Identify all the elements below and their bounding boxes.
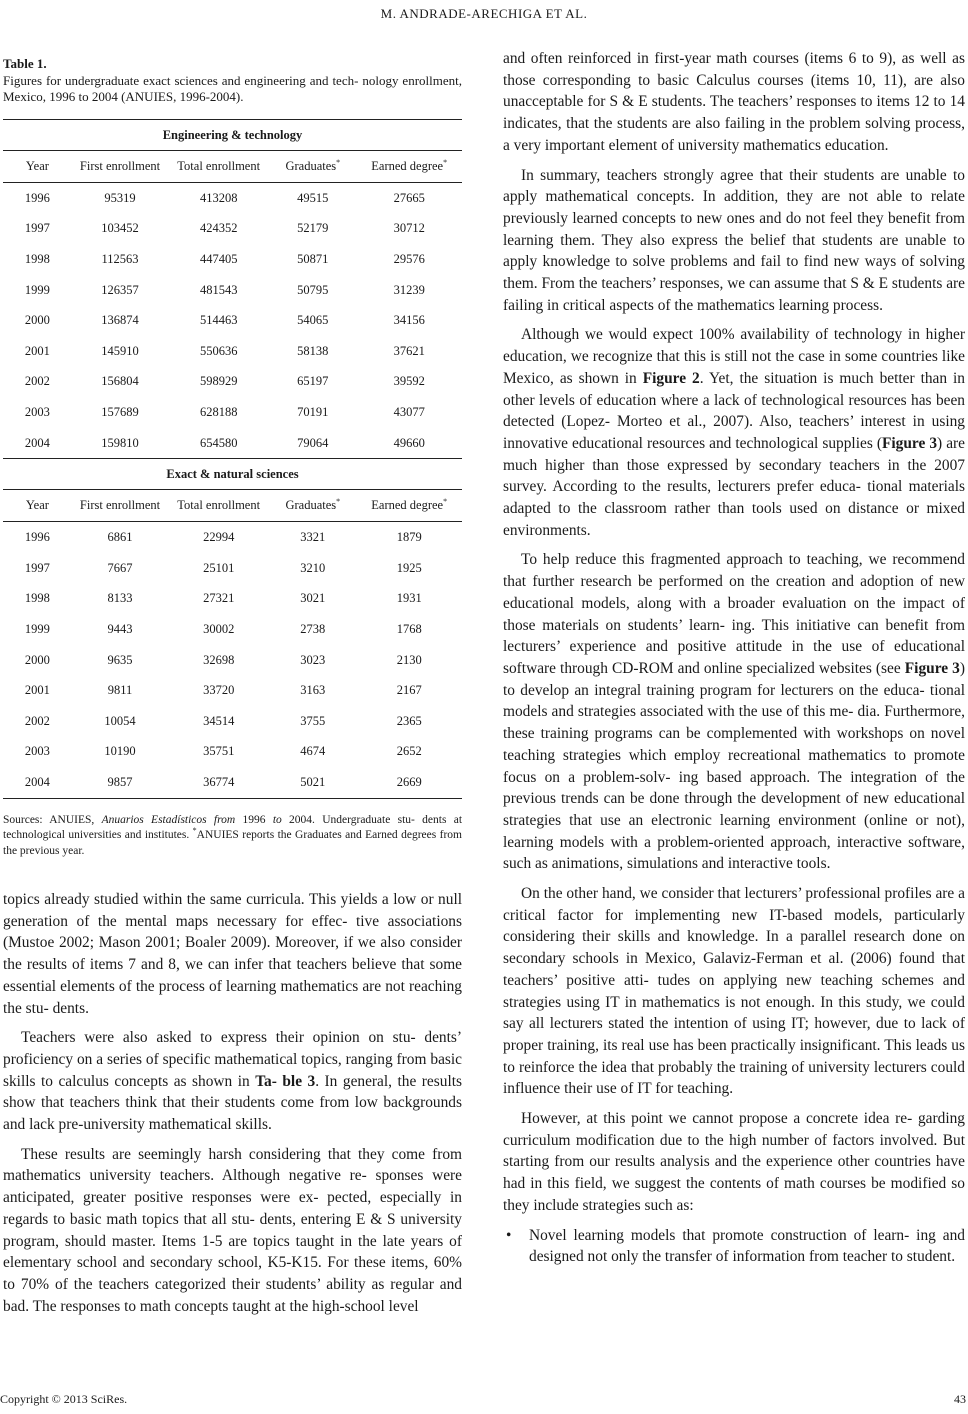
table-column-headers [3, 151, 462, 183]
column-header: Graduates* [269, 490, 356, 522]
table-cell: 54065 [297, 313, 329, 328]
table-cell: 27321 [203, 591, 235, 606]
paragraph: However, at this point we cannot propose a concrete idea re- garding curriculum modification due to the high number of factors involved. But starting from our results analysis and the experience other countries have had in this field, we suggest the contents of math courses be modified so they include strategies such as: [503, 1110, 965, 1214]
table-cell: 1997 [24, 221, 50, 236]
table-row [3, 183, 462, 214]
table-cell: 2002 [24, 374, 50, 389]
table-cell: 2001 [24, 683, 50, 698]
table-cell: 29576 [393, 251, 425, 266]
table-cell: 2003 [24, 404, 50, 419]
table-cell: 31239 [393, 282, 425, 297]
table-row [3, 767, 462, 798]
paragraph: and often reinforced in first-year math courses (items 6 to 9), as well as those corresponding to basic Calculus courses (items 10, 11), are also unacceptable for S & E students. The teachers’ responses to items 12 to 14 indicates, that the students are also failing in the problem solving process, a very important element of university mathematics education. [503, 50, 965, 154]
table-cell: 1999 [24, 621, 50, 636]
table-row [3, 675, 462, 706]
table-cell: 2167 [396, 683, 422, 698]
table-cell: 2738 [300, 621, 326, 636]
table-cell: 126357 [101, 282, 139, 297]
column-header: Graduates* [269, 151, 356, 183]
table-cell: 50871 [297, 251, 329, 266]
table-cell: 9857 [72, 767, 168, 798]
table-cell: 157689 [101, 404, 139, 419]
table-cell: 27665 [393, 190, 425, 205]
table-row [3, 367, 462, 398]
table-cell: 628188 [199, 404, 238, 419]
table-cell: 7667 [107, 560, 133, 575]
table-cell: 3021 [300, 591, 326, 606]
table-cell: 10054 [104, 713, 136, 728]
paragraph: In summary, teachers strongly agree that their students are unable to apply mathematical concepts. In addition, they are not able to relate previously learned concepts to new ones and do not feel they benefit from learning them. They also express the belief that students are unable to apply knowledge to solve problems and fail to find new ways of solving them. From the teachers’ responses, we can assume that S & E students are failing in critical aspects of the mathematics learning process. [503, 166, 965, 314]
table-section-header: Engineering & technology [3, 120, 462, 151]
table-cell: 34156 [393, 313, 425, 328]
column-header: Year [3, 151, 72, 183]
table-cell: 43077 [393, 404, 425, 419]
page-number: 43 [954, 1392, 966, 1406]
column-header: Earned degree* [356, 151, 462, 183]
figure-3-ref: Figure 3 [881, 434, 938, 452]
table-cell: 2003 [24, 744, 50, 759]
table-row [3, 584, 462, 615]
table-cell: 1996 [24, 190, 50, 205]
table-cell: 1768 [396, 621, 422, 636]
table-cell: 2002 [24, 713, 50, 728]
table-cell: 5021 [269, 767, 356, 798]
column-header: First enrollment [72, 151, 168, 183]
column-header: Earned degree* [356, 490, 462, 522]
table-row [3, 397, 462, 428]
table-cell: 9635 [107, 652, 133, 667]
table-cell: 32698 [203, 652, 235, 667]
table-section-header: Exact & natural sciences [3, 459, 462, 490]
table-cell: 2001 [24, 343, 50, 358]
table-cell: 654580 [168, 428, 269, 459]
table-cell: 1925 [396, 560, 422, 575]
copyright: Copyright © 2013 SciRes. [0, 1392, 128, 1406]
table-cell: 52179 [297, 221, 329, 236]
table-cell: 3755 [300, 713, 326, 728]
table-cell: 4674 [300, 744, 326, 759]
table-cell: 2669 [356, 767, 462, 798]
table-cell: 37621 [393, 343, 425, 358]
table-cell: 136874 [101, 313, 139, 328]
table-cell: 481543 [199, 282, 238, 297]
table-cell: 22994 [203, 530, 235, 545]
table-row [3, 275, 462, 306]
paragraph: Although we would expect 100% availability of technology in higher education, we recognize that this is still not the case in some countries like Mexico, as shown in Figure 2. Yet, the situation is much better than in other levels of education where a lack of technological resources has been detected (Lopez- Morteo et al., 2007). Also, teachers’ interest in using innovative educational resources and technological supplies (Figure 3) are much higher than those expressed by secondary teachers in the 2007 survey. According to the results, lecturers prefer educa- tional materials adapted to the classroom rather than tools used on distance or mixed environments. [503, 326, 966, 539]
table-cell: 550636 [199, 343, 238, 358]
table-cell: 30712 [393, 221, 425, 236]
table-cell: 2000 [24, 313, 50, 328]
table-cell: 30002 [203, 621, 235, 636]
table-cell: 3023 [300, 652, 326, 667]
table-cell: 6861 [107, 530, 133, 545]
table-row [3, 645, 462, 676]
table-cell: 70191 [297, 404, 329, 419]
table-cell: 49515 [297, 190, 329, 205]
column-header: First enrollment [72, 490, 168, 522]
table-caption: Figures for undergraduate exact sciences and engineering and tech- nology enrollment, Mexico, 1996 to 2004 (ANUIES, 1996-2004). [3, 73, 462, 104]
table-cell: 514463 [199, 313, 238, 328]
table-cell: 3163 [300, 683, 326, 698]
table-cell: 34514 [203, 713, 235, 728]
table-cell: 25101 [203, 560, 235, 575]
table-cell: 2652 [396, 744, 422, 759]
table-1-block [3, 55, 462, 859]
figure-3-ref: Figure 3 [904, 659, 960, 677]
table-cell: 8133 [107, 591, 133, 606]
table-cell: 36774 [168, 767, 269, 798]
table-cell: 424352 [199, 221, 238, 236]
table-cell: 49660 [356, 428, 462, 459]
table-row [3, 706, 462, 737]
table-cell: 9811 [107, 683, 133, 698]
table-cell: 156804 [101, 374, 139, 389]
table-cell: 1998 [24, 251, 50, 266]
right-column-text [503, 48, 965, 1268]
paragraph: topics already studied within the same curricula. This yields a low or null generation of the mental maps necessary for effec- tive associations (Mustoe 2002; Mason 2001; Boaler 2009). Moreover, if we also consider the results of items 7 and 8, we can infer that teachers believe that some essential elements of the process of learning mathematics are not reaching the stu- dents. [3, 891, 462, 1017]
table-row [3, 244, 462, 275]
table-cell: 447405 [199, 251, 238, 266]
table-cell: 58138 [297, 343, 329, 358]
paragraph: On the other hand, we consider that lecturers’ professional profiles are a critical factor for implementing new IT-based models, particularly considering their skills and knowledge. In a parallel research done on secondary schools in Mexico, Galaviz-Ferman et al. (2006) found that teachers’ positive atti- tudes on applying new teaching schemes and strategies using IT in mathematics is not enough. In this study, we could say all lecturers stated the intention of using IT; however, due to lack of proper training, its real use has been practically insignificant. This leads us to reinforce the idea that probably the training of university lecturers could influence their use of IT for teaching. [503, 885, 965, 1098]
table-row [3, 305, 462, 336]
paragraph: These results are seemingly harsh considering that they come from mathematics university teachers. Although negative re- sponses were anticipated, greater positive responses were ex- pected, especially in regards to basic math topics that all stu- dents, entering E & S university program, should master. Items 1-5 are topics taught in the late years of elementary school and secondary school, K5-K15. For these items, 60% to 70% of the teachers categorized their students’ ability as regular and bad. The responses to math concepts taught at the high-school level [3, 1145, 462, 1315]
table-row [3, 214, 462, 245]
bullet-item: • Novel learning models that promote construction of learn- ing and designed not only the transfer of information from teacher to student. [506, 1226, 965, 1266]
table-column-headers [3, 490, 462, 522]
table-cell: 35751 [203, 744, 235, 759]
table-cell: 159810 [72, 428, 168, 459]
table-cell: 2004 [3, 767, 72, 798]
table-cell: 39592 [393, 374, 425, 389]
table-cell: 145910 [101, 343, 139, 358]
table-notes: Sources: ANUIES, Anuarios Estadísticos from 1996 to 2004. Undergraduate stu- dents at technological universities and institutes. *ANUIES reports the Graduates and Earned degrees from the previous year. [3, 813, 463, 857]
table-cell: 2004 [3, 428, 72, 459]
running-head: M. ANDRADE-ARECHIGA ET AL. [380, 6, 588, 21]
table-row [3, 737, 462, 768]
table-cell: 95319 [104, 190, 136, 205]
table-cell: 103452 [101, 221, 139, 236]
table-cell: 2130 [396, 652, 422, 667]
column-header: Total enrollment [168, 151, 269, 183]
column-header: Year [3, 490, 72, 522]
table-cell: 2000 [24, 652, 50, 667]
table-cell: 2365 [396, 713, 422, 728]
table-cell: 3321 [300, 530, 326, 545]
left-column-text [3, 889, 462, 1317]
table-row [3, 614, 462, 645]
table-cell: 413208 [199, 190, 238, 205]
table-cell: 1998 [24, 591, 50, 606]
bullet-icon: • [506, 1226, 512, 1244]
table-row [3, 336, 462, 367]
table-cell: 1997 [24, 560, 50, 575]
table-cell: 598929 [199, 374, 238, 389]
enrollment-table [3, 119, 462, 799]
table-3-ref: Ta- ble 3 [255, 1072, 316, 1090]
table-cell: 50795 [297, 282, 329, 297]
table-cell: 65197 [297, 374, 329, 389]
table-cell: 112563 [101, 251, 139, 266]
paragraph: Teachers were also asked to express their opinion on stu- dents’ proficiency on a series of specific mathematical topics, ranging from basic skills to calculus concepts as shown in Ta- ble 3. In general, the results show that teachers think that their students come from low backgrounds and lack pre-university mathematical skills. [3, 1029, 462, 1134]
table-cell: 79064 [269, 428, 356, 459]
table-row [3, 428, 462, 459]
table-cell: 3210 [300, 560, 326, 575]
table-cell: 1996 [24, 530, 50, 545]
table-cell: 1999 [24, 282, 50, 297]
table-cell: 1879 [396, 530, 422, 545]
figure-2-ref: Figure 2 [642, 369, 700, 387]
paragraph: To help reduce this fragmented approach to teaching, we recommend that further research be performed on the creation and adoption of new educational models, along with a broader evaluation on the impact of those materials on students’ learn- ing. This initiative can benefit from lecturers’ experience and positive attitude in the use of educational software through CD-ROM and online specialized websites (see Figure 3) to develop an integral training program for lecturers on the educa- tional models and strategies associated with the use of this me- dia. Furthermore, these training programs can be complemented with workshops on novel teaching strategies which employ recreational mathematics to promote focus on a problem-solv- ing based approach. The integration of the previous trends can be done through the development of new educational strategies that use an electronic learning environment (online or not), learning models with a problem-oriented approach, interactive software, such as animations, simulations and interactive tools. [503, 551, 965, 873]
table-cell: 10190 [104, 744, 136, 759]
table-row [3, 553, 462, 584]
table-cell: 9443 [107, 621, 133, 636]
column-header: Total enrollment [168, 490, 269, 522]
table-label: Table 1. [3, 56, 47, 71]
table-cell: 1931 [396, 591, 422, 606]
table-cell: 33720 [203, 683, 235, 698]
table-row [3, 522, 462, 553]
